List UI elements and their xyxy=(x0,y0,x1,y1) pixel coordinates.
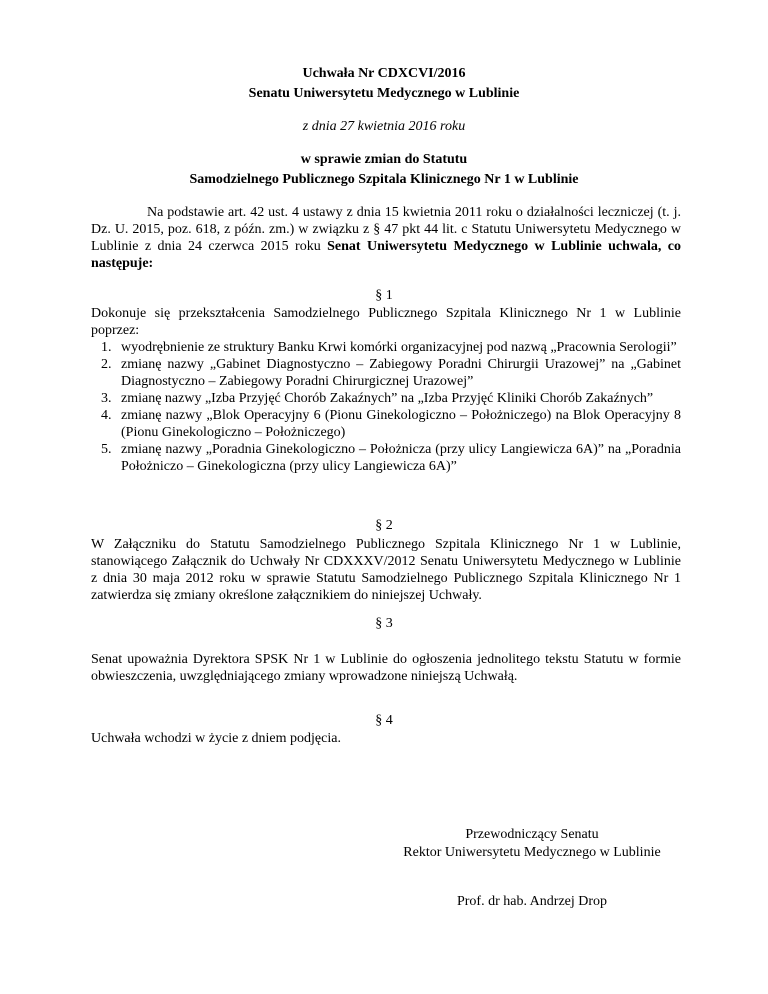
signature-role-2: Rektor Uniwersytetu Medycznego w Lublinie xyxy=(403,845,661,860)
section-4-mark: § 4 xyxy=(375,713,393,728)
list-item-text: zmianę nazwy „Poradnia Ginekologiczno – Położnicza (przy ulicy Langiewicza 6A)” na „Poradnia Położniczo – Ginekologiczna (przy ulicy Langiewicza 6A)” xyxy=(121,442,681,474)
resolution-title: Uchwała Nr CDXCVI/2016 xyxy=(302,66,466,81)
list-item xyxy=(91,390,681,407)
list-item xyxy=(91,407,681,441)
section-1-list xyxy=(91,339,681,475)
resolution-subject-line1: w sprawie zmian do Statutu xyxy=(300,152,468,167)
preamble xyxy=(91,204,681,272)
list-item xyxy=(91,339,681,356)
section-3-mark: § 3 xyxy=(375,616,393,631)
list-item xyxy=(91,356,681,390)
signature-role-1: Przewodniczący Senatu xyxy=(465,827,599,842)
list-item-text: zmianę nazwy „Gabinet Diagnostyczno – Zabiegowy Poradni Chirurgii Urazowej” na „Gabinet Diagnostyczno – Zabiegowy Poradni Chirurgicznej Urazowej” xyxy=(121,357,681,389)
section-3-text: Senat upoważnia Dyrektora SPSK Nr 1 w Lublinie do ogłoszenia jednolitego tekstu Statutu w formie obwieszczenia, uwzględniającego zmiany wprowadzone niniejszą Uchwałą. xyxy=(91,652,681,684)
resolution-subject-line2: Samodzielnego Publicznego Szpitala Klinicznego Nr 1 w Lublinie xyxy=(189,172,579,187)
section-2-text: W Załączniku do Statutu Samodzielnego Publicznego Szpitala Klinicznego Nr 1 w Lublinie, stanowiącego Załącznik do Uchwały Nr CDXXXV/2012 Senatu Uniwersytetu Medycznego w Lublinie z dnia 30 maja 2012 roku w sprawie Statutu Samodzielnego Publicznego Szpitala Klinicznego Nr 1 zatwierdza się zmiany określone załącznikiem do niniejszej Uchwały. xyxy=(91,537,681,603)
section-1-intro: Dokonuje się przekształcenia Samodzielnego Publicznego Szpitala Klinicznego Nr 1 w Lublinie poprzez: xyxy=(91,306,681,338)
resolution-date: z dnia 27 kwietnia 2016 roku xyxy=(302,119,466,134)
list-item-text: zmianę nazwy „Izba Przyjęć Chorób Zakaźnych” na „Izba Przyjęć Kliniki Chorób Zakaźnych” xyxy=(121,391,654,406)
list-item-text: wyodrębnienie ze struktury Banku Krwi komórki organizacyjnej pod nazwą „Pracownia Serologii” xyxy=(121,340,677,355)
list-item-text: zmianę nazwy „Blok Operacyjny 6 (Pionu Ginekologiczno – Położniczego) na Blok Operacyjny 8 (Pionu Ginekologiczno – Położniczego) xyxy=(121,408,681,440)
list-item-number: 5. xyxy=(101,442,112,457)
section-1-mark: § 1 xyxy=(375,288,393,303)
preamble-text: Na podstawie art. 42 ust. 4 ustawy z dnia 15 kwietnia 2011 roku o działalności leczniczej (t. j. Dz. U. 2015, poz. 618, z późn. zm.) w związku z § 47 pkt 44 lit. c Statutu Uniwersytetu Medycznego w Lublinie z dnia 24 czerwca 2015 roku xyxy=(91,205,681,254)
section-2-mark: § 2 xyxy=(375,518,393,533)
list-item-number: 4. xyxy=(101,408,112,423)
list-item-number: 2. xyxy=(101,357,112,372)
resolution-issuer: Senatu Uniwersytetu Medycznego w Lublinie xyxy=(248,86,520,101)
section-4-text: Uchwała wchodzi w życie z dniem podjęcia. xyxy=(91,731,341,746)
list-item-number: 1. xyxy=(101,340,112,355)
preamble-bold: Senat Uniwersytetu Medycznego w Lublinie uchwala, co następuje: xyxy=(91,239,681,271)
list-item-number: 3. xyxy=(101,391,112,406)
list-item xyxy=(91,441,681,475)
signatory-name: Prof. dr hab. Andrzej Drop xyxy=(456,894,608,909)
